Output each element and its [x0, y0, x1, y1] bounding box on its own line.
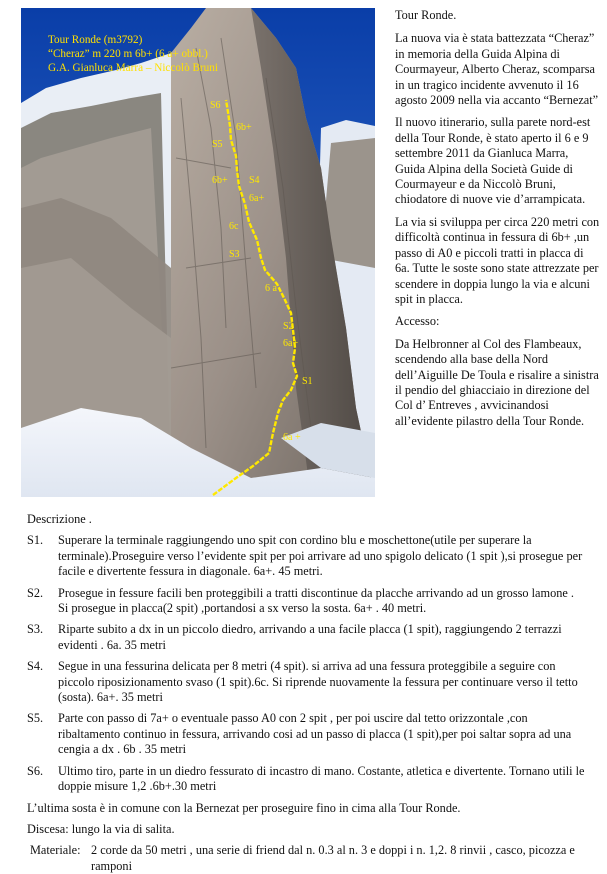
- pitch-number: S6.: [27, 763, 44, 778]
- final-note: L’ultima sosta è in comune con la Bernezat per proseguire fino in cima alla Tour Ronde.: [27, 800, 461, 815]
- pitch-text: Parte con passo di 7a+ o eventuale passo A0 con 2 spit , per poi uscire dal tetto orizzontale ,con ribaltamento continuo in fessura, arrivando cosi ad un passo di placca (1 spit),per poi saltar sopra ad una cengia a dx . 6b . 35 metri: [58, 711, 572, 757]
- pitch-label: S4: [249, 175, 260, 186]
- route-description: [27, 512, 587, 874]
- pitch-number: S2.: [27, 585, 44, 600]
- pitch-text: Riparte subito a dx in un piccolo diedro, arrivando a una facile placca (1 spit), raggiungendo 2 terrazzi evidenti . 6a. 35 metri: [58, 622, 562, 652]
- pitch-step: [27, 586, 587, 617]
- pitch-number: S5.: [27, 711, 44, 726]
- pitch-text: Segue in una fessurina delicata per 8 metri (4 spit). si arriva ad una fessura proteggibile a seguire con piccolo riposizionamento svaso (1 spit).6c. Si riprende nuovamente la fessura per continuare verso il tetto (sosta). 6a+. 35 metri: [58, 659, 578, 705]
- materials: [27, 843, 587, 874]
- pitch-text: Ultimo tiro, parte in un diedro fessurato di incastro di mano. Costante, atletica e divertente. Tornano utili le doppie misure 1,2 .6b+.30 metri: [58, 763, 585, 794]
- pitch-text: Superare la terminale raggiungendo uno spit con cordino blu e moschettone(utile per superare la terminale).Proseguire verso l’evidente spit per poi arrivare ad uno spigolo delicato (1 spit ),si prosegue per facile e divertente fessura in diagonale. 6a+. 45 metri.: [58, 533, 583, 579]
- side-paragraph: Il nuovo itinerario, sulla parete nord-est della Tour Ronde, è stato aperto il 6 e 9 settembre 2011 da Gianluca Marra, Guida Alpina della Società Guide di Courmayeur e da Niccolò Bruni, chiodatore di nuove vie d’arrampicata.: [395, 115, 591, 207]
- pitch-text: Prosegue in fessure facili ben proteggibili a tratti discontinue da placche arrivando ad un grosso lamone . Si prosegue in placca(2 spit) ,portandosi a sx verso la sosta. 6a+ . 40 metri.: [58, 585, 574, 616]
- side-paragraph: Da Helbronner al Col des Flambeaux, scendendo alla base della Nord dell’Aiguille De Toula e risalire a sinistra il pendio del ghiacciaio in direzione del Col d’ Entreves , avvicinandosi all’evidente pilastro della Tour Ronde.: [395, 336, 599, 428]
- pitch-label: S2: [283, 321, 294, 332]
- pitch-label: 6b+: [212, 175, 228, 186]
- side-title: Tour Ronde.: [395, 8, 457, 22]
- pitch-label: S5: [212, 139, 223, 150]
- pitch-label: 6a+: [249, 193, 265, 204]
- route-photo: [21, 8, 375, 497]
- sidebar-text: [395, 8, 600, 436]
- pitch-label: 6a+: [283, 338, 299, 349]
- pitch-step: [27, 764, 587, 795]
- pitch-step: [27, 711, 587, 757]
- photo-caption: [48, 33, 218, 75]
- pitch-label: 6a +: [283, 432, 301, 443]
- materials-key: Materiale:: [30, 843, 81, 858]
- pitch-label: S6: [210, 100, 221, 111]
- pitch-step: [27, 659, 587, 705]
- side-paragraph: La nuova via è stata battezzata “Cheraz” in memoria della Guida Alpina di Courmayeur, Alberto Cheraz, scomparsa in un tragico incidente avvenuto il 16 agosto 2009 nella via accanto “Bernezat”: [395, 31, 599, 108]
- access-heading: Accesso:: [395, 314, 440, 329]
- pitch-number: S1.: [27, 533, 44, 548]
- pitch-label: 6 a: [265, 283, 277, 294]
- pitch-label: S3: [229, 249, 240, 260]
- pitch-label: 6c: [229, 221, 239, 232]
- pitch-label: S1: [302, 376, 313, 387]
- pitch-number: S3.: [27, 622, 44, 637]
- pitch-step: [27, 622, 587, 653]
- caption-line-3: G.A. Gianluca Marra – Niccolò Bruni: [48, 62, 218, 74]
- description-heading: Descrizione .: [27, 512, 92, 526]
- mountain-illustration: [21, 8, 375, 497]
- descent-note: Discesa: lungo la via di salita.: [27, 821, 175, 836]
- side-paragraph: La via si sviluppa per circa 220 metri con difficoltà continua in fessura di 6b+ ,un passo di A0 e piccoli tratti in placca di 6a. Tutte le soste sono state attrezzate per scendere in doppia lungo la via e alcuni spit in placca.: [395, 214, 600, 306]
- caption-line-2: “Cheraz” m 220 m 6b+ (6 a+ obbl.): [48, 48, 208, 60]
- pitch-step: [27, 533, 587, 579]
- pitch-label: 6b+: [236, 122, 252, 133]
- caption-line-1: Tour Ronde (m3792): [48, 34, 143, 46]
- pitch-number: S4.: [27, 659, 44, 674]
- materials-text: 2 corde da 50 metri , una serie di friend dal n. 0.3 al n. 3 e doppi i n. 1,2. 8 rinvii , casco, picozza e ramponi: [91, 843, 575, 873]
